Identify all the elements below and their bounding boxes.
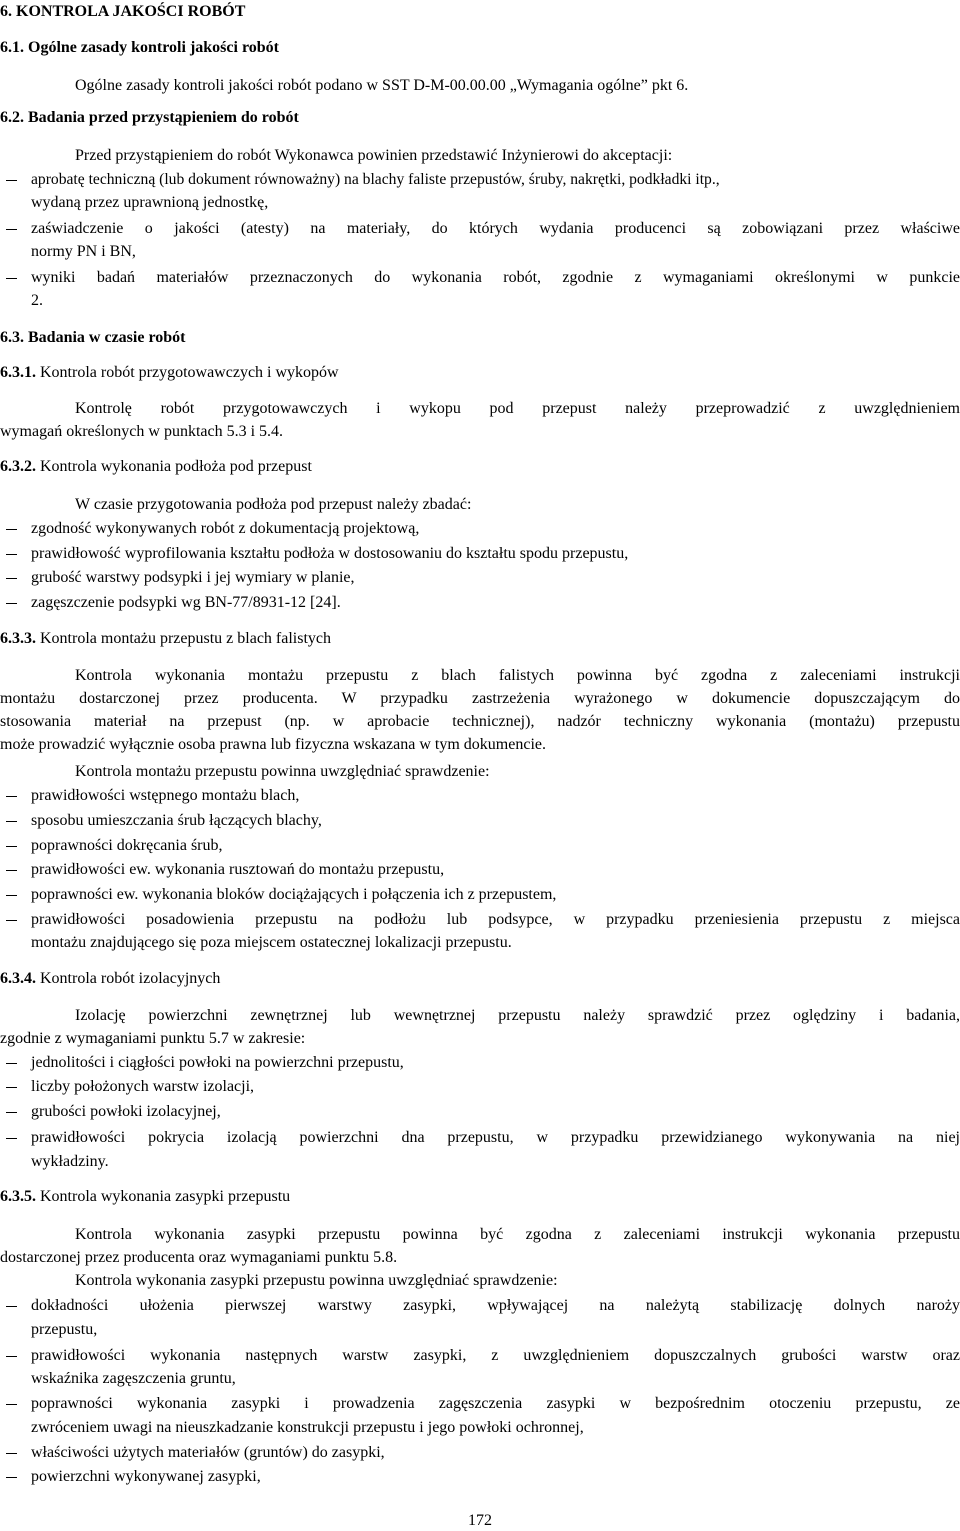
- list-item: poprawności wykonania zasypki i prowadzenia zagęszczenia zasypki w bezpośrednim otoczeniu przepustu, ze: [31, 1395, 960, 1412]
- dash-bullet-icon: [6, 529, 17, 530]
- list-item: aprobatę techniczną (lub dokument równoważny) na blachy faliste przepustów, śruby, nakrętki, podkładki itp.,: [31, 171, 720, 188]
- text-line: Kontrola montażu przepustu powinna uwzględniać sprawdzenie:: [75, 763, 490, 780]
- dash-bullet-icon: [6, 1063, 17, 1064]
- list-item: jednolitości i ciągłości powłoki na powierzchni przepustu,: [31, 1054, 404, 1071]
- section-heading: 6.3.2. Kontrola wykonania podłoża pod przepust: [0, 458, 312, 475]
- list-item: właściwości użytych materiałów (gruntów) do zasypki,: [31, 1444, 385, 1461]
- list-item: grubość warstwy podsypki i jej wymiary w planie,: [31, 569, 355, 586]
- dash-bullet-icon: [6, 180, 17, 181]
- dash-bullet-icon: [6, 870, 17, 871]
- text-line: Ogólne zasady kontroli jakości robót podano w SST D-M-00.00.00 „Wymagania ogólne” pkt 6.: [75, 77, 689, 94]
- list-item: prawidłowości wstępnego montażu blach,: [31, 787, 300, 804]
- text-line: zgodnie z wymaganiami punktu 5.7 w zakresie:: [0, 1030, 306, 1047]
- list-item: sposobu umieszczania śrub łączących blachy,: [31, 812, 322, 829]
- dash-bullet-icon: [6, 278, 17, 279]
- list-item: prawidłowości wykonania następnych warstw zasypki, z uwzględnieniem dopuszczalnych grubości warstw oraz: [31, 1347, 960, 1364]
- section-heading: 6. KONTROLA JAKOŚCI ROBÓT: [0, 3, 246, 20]
- dash-bullet-icon: [6, 1138, 17, 1139]
- list-item: poprawności ew. wykonania bloków dociążających i połączenia ich z przepustem,: [31, 886, 557, 903]
- text-line: Kontrola wykonania zasypki przepustu powinna uwzględniać sprawdzenie:: [75, 1272, 558, 1289]
- text-line: stosowania materiał na przepust (np. w aprobacie technicznej), nadzór techniczny wykonania (montażu) przepustu: [0, 713, 960, 730]
- text-line: wykładziny.: [31, 1153, 109, 1170]
- dash-bullet-icon: [6, 796, 17, 797]
- list-item: prawidłowości ew. wykonania rusztowań do montażu przepustu,: [31, 861, 445, 878]
- list-item: dokładności ułożenia pierwszej warstwy zasypki, wpływającej na należytą stabilizację dolnych naroży: [31, 1297, 960, 1314]
- dash-bullet-icon: [6, 920, 17, 921]
- list-item: grubości powłoki izolacyjnej,: [31, 1103, 221, 1120]
- page-number: 172: [468, 1512, 492, 1529]
- text-line: przepustu,: [31, 1321, 98, 1338]
- text-line: zwróceniem uwagi na nieuszkadzanie konstrukcji przepustu i jego powłoki ochronnej,: [31, 1419, 584, 1436]
- text-line: może prowadzić wyłącznie osoba prawna lub fizyczna wskazana w tym dokumencie.: [0, 736, 546, 753]
- dash-bullet-icon: [6, 554, 17, 555]
- text-line: Kontrola wykonania zasypki przepustu powinna być zgodna z zaleceniami instrukcji wykonania przepustu: [75, 1226, 960, 1243]
- section-heading: 6.3. Badania w czasie robót: [0, 329, 186, 346]
- dash-bullet-icon: [6, 821, 17, 822]
- dash-bullet-icon: [6, 1453, 17, 1454]
- dash-bullet-icon: [6, 1112, 17, 1113]
- text-line: W czasie przygotowania podłoża pod przepust należy zbadać:: [75, 496, 472, 513]
- list-item: zaświadczenie o jakości (atesty) na materiały, do których wydania producenci są zobowiązani przez właściwe: [31, 220, 960, 237]
- text-line: Izolację powierzchni zewnętrznej lub wewnętrznej przepustu należy sprawdzić przez oględziny i badania,: [75, 1007, 960, 1024]
- dash-bullet-icon: [6, 1477, 17, 1478]
- dash-bullet-icon: [6, 603, 17, 604]
- list-item: powierzchni wykonywanej zasypki,: [31, 1468, 261, 1485]
- section-heading: 6.3.3. Kontrola montażu przepustu z blach falistych: [0, 630, 332, 647]
- dash-bullet-icon: [6, 1306, 17, 1307]
- text-line: montażu znajdującego się poza miejscem ostatecznej lokalizacji przepustu.: [31, 934, 512, 951]
- dash-bullet-icon: [6, 229, 17, 230]
- section-heading: 6.3.4. Kontrola robót izolacyjnych: [0, 970, 221, 987]
- list-item: prawidłowość wyprofilowania kształtu podłoża w dostosowaniu do kształtu spodu przepustu,: [31, 545, 629, 562]
- dash-bullet-icon: [6, 895, 17, 896]
- text-line: 2.: [31, 292, 43, 309]
- list-item: zagęszczenie podsypki wg BN-77/8931-12 [24].: [31, 594, 341, 611]
- text-line: normy PN i BN,: [31, 243, 136, 260]
- section-heading: 6.3.1. Kontrola robót przygotowawczych i wykopów: [0, 364, 339, 381]
- section-heading: 6.1. Ogólne zasady kontroli jakości robót: [0, 39, 279, 56]
- list-item: prawidłowości pokrycia izolacją powierzchni dna przepustu, w przypadku przewidzianego wykonywania na niej: [31, 1129, 960, 1146]
- dash-bullet-icon: [6, 1356, 17, 1357]
- dash-bullet-icon: [6, 1087, 17, 1088]
- section-heading: 6.2. Badania przed przystąpieniem do robót: [0, 109, 299, 126]
- text-line: Przed przystąpieniem do robót Wykonawca powinien przedstawić Inżynierowi do akceptacji:: [75, 147, 673, 164]
- list-item: wyniki badań materiałów przeznaczonych do wykonania robót, zgodnie z wymaganiami określonymi w punkcie: [31, 269, 960, 286]
- text-line: Kontrolę robót przygotowawczych i wykopu pod przepust należy przeprowadzić z uwzględnieniem: [75, 400, 960, 417]
- dash-bullet-icon: [6, 846, 17, 847]
- list-item: prawidłowości posadowienia przepustu na podłożu lub podsypce, w przypadku przeniesienia przepustu z miejsca: [31, 911, 960, 928]
- text-line: Kontrola wykonania montażu przepustu z blach falistych powinna być zgodna z zaleceniami instrukcji: [75, 667, 960, 684]
- list-item: liczby położonych warstw izolacji,: [31, 1078, 255, 1095]
- section-heading: 6.3.5. Kontrola wykonania zasypki przepustu: [0, 1188, 291, 1205]
- text-line: wskaźnika zagęszczenia gruntu,: [31, 1370, 236, 1387]
- text-line: wymagań określonych w punktach 5.3 i 5.4.: [0, 423, 284, 440]
- list-item: zgodność wykonywanych robót z dokumentacją projektową,: [31, 520, 420, 537]
- dash-bullet-icon: [6, 1404, 17, 1405]
- text-line: montażu dostarczonej przez producenta. W przypadku zastrzeżenia wyrażonego w dokumencie dopuszczającym do: [0, 690, 960, 707]
- text-line: dostarczonej przez producenta oraz wymaganiami punktu 5.8.: [0, 1249, 398, 1266]
- dash-bullet-icon: [6, 578, 17, 579]
- text-line: wydaną przez uprawnioną jednostkę,: [31, 194, 269, 211]
- list-item: poprawności dokręcania śrub,: [31, 837, 223, 854]
